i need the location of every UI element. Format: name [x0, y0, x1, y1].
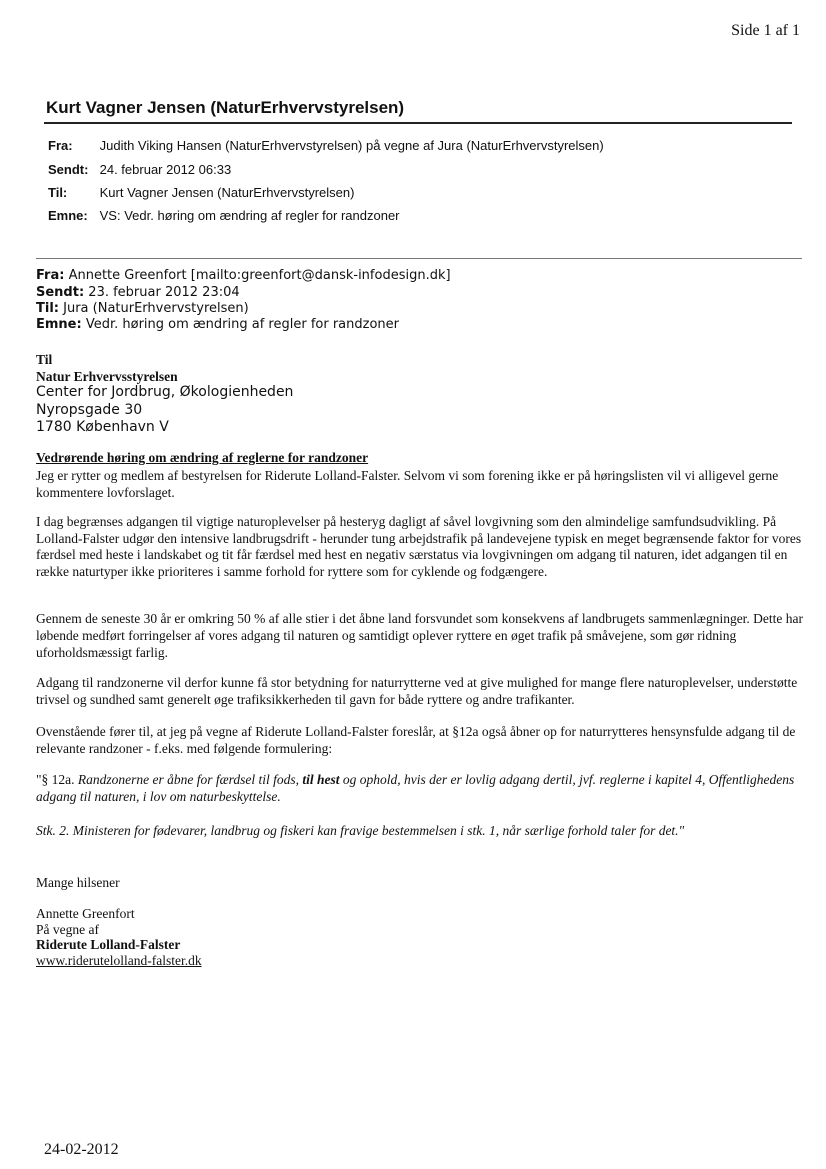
page-number-label: Side 1 af 1 [731, 22, 800, 39]
outer-sent-value: 24. februar 2012 06:33 [99, 162, 232, 177]
outer-to-label: Til: [48, 185, 68, 200]
fwd-sent-row [36, 285, 240, 300]
recipient-city: 1780 København V [36, 419, 169, 435]
law-quote [36, 771, 806, 805]
fwd-to-label: Til: [36, 301, 59, 316]
fwd-sent-label: Sendt: [36, 285, 85, 300]
law-stk2: Stk. 2. Ministeren for fødevarer, landbrug og fiskeri kan fravige bestemmelsen i stk. 1, når særlige forhold taler for det." [36, 823, 685, 838]
outer-to-row [48, 185, 354, 200]
outer-from-value: Judith Viking Hansen (NaturErhvervstyrelsen) på vegne af Jura (NaturErhvervstyrelsen) [99, 138, 604, 153]
outer-from-label: Fra: [48, 138, 73, 153]
outer-sent-row [48, 162, 231, 177]
signature-website-link[interactable]: www.riderutelolland-falster.dk [36, 952, 202, 968]
outer-from-row [48, 138, 604, 153]
recipient-street: Nyropsgade 30 [36, 402, 143, 418]
fwd-from-value: Annette Greenfort [mailto:greenfort@dansk-infodesign.dk] [68, 268, 451, 283]
footer-date: 24-02-2012 [44, 1141, 119, 1158]
forward-divider [36, 258, 802, 259]
paragraph-3: Gennem de seneste 30 år er omkring 50 % af alle stier i det åbne land forsvundet som konsekvens af landbrugets sammenlægninger. Dette har løbende medført forringelser af vores adgang til naturen og samtidigt oplever ryttere en øget trafik på småvejene, som gør ridning uforholdsmæssigt farlig. [36, 611, 804, 660]
header-divider [44, 122, 792, 124]
fwd-subject-value: Vedr. høring om ændring af regler for randzoner [85, 317, 399, 332]
law-quote-open: "§ 12a. [36, 772, 78, 787]
outer-subject-value: VS: Vedr. høring om ændring af regler for randzoner [99, 208, 400, 223]
outer-to-value: Kurt Vagner Jensen (NaturErhvervstyrelsen) [99, 185, 355, 200]
recipient-org: Natur Erhvervsstyrelsen [36, 369, 178, 384]
fwd-subject-row [36, 317, 399, 332]
recipient-til: Til [36, 352, 53, 367]
signature-on-behalf: På vegne af [36, 921, 99, 937]
signature-name: Annette Greenfort [36, 906, 135, 921]
mailbox-owner-name: Kurt Vagner Jensen (NaturErhvervstyrelsen) [46, 98, 405, 117]
greeting: Mange hilsener [36, 875, 120, 890]
law-quote-bold: til hest [302, 772, 340, 787]
outer-subject-label: Emne: [48, 208, 88, 223]
signature-org: Riderute Lolland-Falster [36, 937, 181, 952]
paragraph-4: Adgang til randzonerne vil derfor kunne få stor betydning for naturrytterne ved at give mulighed for mange flere naturoplevelser, understøtte trivsel og sundhed samt generelt øge trafiksikkerheden til gavn for både ryttere og andre trafikanter. [36, 675, 798, 707]
paragraph-5: Ovenstående fører til, at jeg på vegne af Riderute Lolland-Falster foreslår, at §12a også åbner op for naturrytteres hensynsfulde adgang til de relevante randzoner - f.eks. med følgende formulering: [36, 724, 796, 756]
fwd-sent-value: 23. februar 2012 23:04 [88, 285, 240, 300]
fwd-to-row [36, 301, 249, 316]
paragraph-1: Jeg er rytter og medlem af bestyrelsen for Riderute Lolland-Falster. Selvom vi som forening ikke er på høringslisten vil vi alligevel gerne kommentere lovforslaget. [36, 468, 779, 500]
recipient-dept: Center for Jordbrug, Økologienheden [36, 384, 294, 400]
fwd-subject-label: Emne: [36, 317, 82, 332]
fwd-to-value: Jura (NaturErhvervstyrelsen) [63, 301, 249, 316]
letter-subject: Vedrørende høring om ændring af reglerne for randzoner [36, 450, 369, 465]
fwd-from-label: Fra: [36, 268, 65, 283]
signature-block [36, 906, 806, 968]
outer-sent-label: Sendt: [48, 162, 89, 177]
law-quote-text-a: Randzonerne er åbne for færdsel til fods, [77, 772, 303, 787]
outer-subject-row [48, 208, 400, 223]
law-quote-text-b: og ophold, hvis der er lovlig adgang dertil, jvf. reglerne i kapitel 4, Offentlighedens adgang til naturen, i lov om naturbeskyttelse. [36, 772, 795, 804]
paragraph-2: I dag begrænses adgangen til vigtige naturoplevelser på hesteryg dagligt af såvel lovgivning som den almindelige samfundsudvikling. På Lolland-Falster udgør den intensive landbrugsdrift - herunder tung arbejdstrafik på landevejene typisk en meget begrænsende faktor for vores færdsel med heste i landskabet og tit får færdsel med hest en negativ særstatus via lovgivningen om adgang til naturen, idet adgangen til en række naturtyper ikke prioriteres i samme forhold for ryttere som for cyklende og fodgængere. [36, 514, 802, 579]
fwd-from-row [36, 268, 451, 283]
